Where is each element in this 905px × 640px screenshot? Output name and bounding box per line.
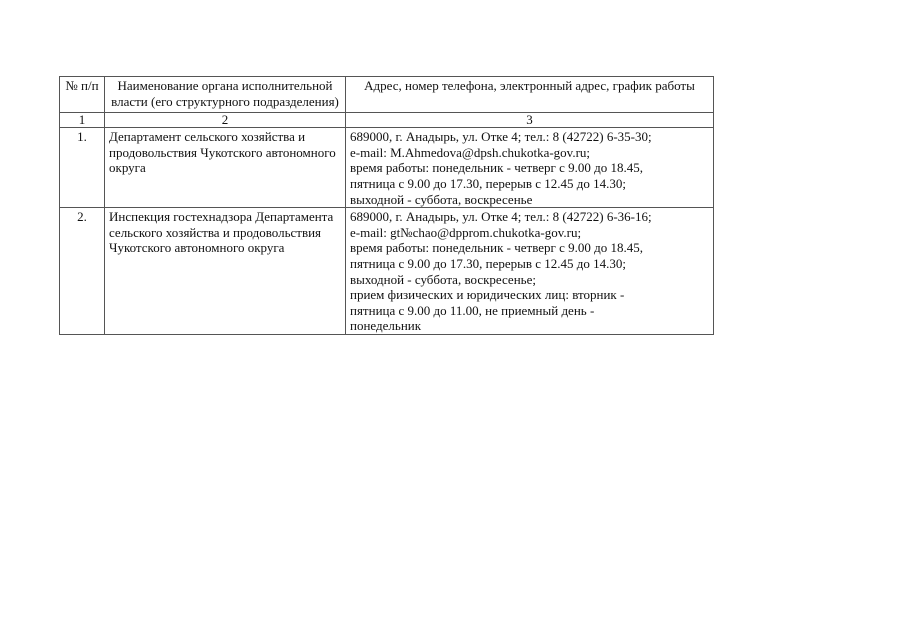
agency-details	[346, 208, 714, 335]
detail-email: e-mail: gt№chao@dpprom.chukotka-gov.ru;	[350, 224, 582, 240]
table-row	[60, 128, 714, 208]
detail-hours-friday: пятница с 9.00 до 17.30, перерыв с 12.45 до 14.30;	[350, 175, 627, 191]
header-number: № п/п	[60, 77, 105, 113]
detail-email: e-mail: M.Ahmedova@dpsh.chukotka-gov.ru;	[350, 144, 591, 160]
header-agency-name: Наименование органа исполнительной власти (его структурного подразделения)	[105, 77, 346, 113]
column-number-3: 3	[346, 113, 714, 128]
detail-hours: время работы: понедельник - четверг с 9.00 до 18.45,	[350, 240, 644, 256]
agencies-table	[59, 76, 714, 335]
row-number: 2.	[60, 208, 105, 335]
agency-name: Инспекция гостехнадзора Департамента сельского хозяйства и продовольствия Чукотского автономного округа	[105, 208, 346, 335]
detail-days-off: выходной - суббота, воскресенье;	[350, 271, 536, 287]
column-numbers-row	[60, 113, 714, 128]
detail-reception-closed-day: понедельник	[350, 318, 422, 334]
table-row	[60, 208, 714, 335]
row-number: 1.	[60, 128, 105, 208]
agency-details	[346, 128, 714, 208]
detail-address: 689000, г. Анадырь, ул. Отке 4; тел.: 8 (42722) 6-35-30;	[350, 129, 652, 145]
agency-name: Департамент сельского хозяйства и продовольствия Чукотского автономного округа	[105, 128, 346, 208]
detail-hours-friday: пятница с 9.00 до 17.30, перерыв с 12.45 до 14.30;	[350, 255, 627, 271]
detail-reception-hours: пятница с 9.00 до 11.00, не приемный день -	[350, 302, 595, 318]
column-number-1: 1	[60, 113, 105, 128]
column-number-2: 2	[105, 113, 346, 128]
table-header-row	[60, 77, 714, 113]
detail-reception: прием физических и юридических лиц: вторник -	[350, 287, 625, 303]
detail-days-off: выходной - суббота, воскресенье	[350, 191, 533, 207]
detail-address: 689000, г. Анадырь, ул. Отке 4; тел.: 8 (42722) 6-36-16;	[350, 209, 652, 225]
header-contacts: Адрес, номер телефона, электронный адрес, график работы	[346, 77, 714, 113]
detail-hours: время работы: понедельник - четверг с 9.00 до 18.45,	[350, 160, 644, 176]
